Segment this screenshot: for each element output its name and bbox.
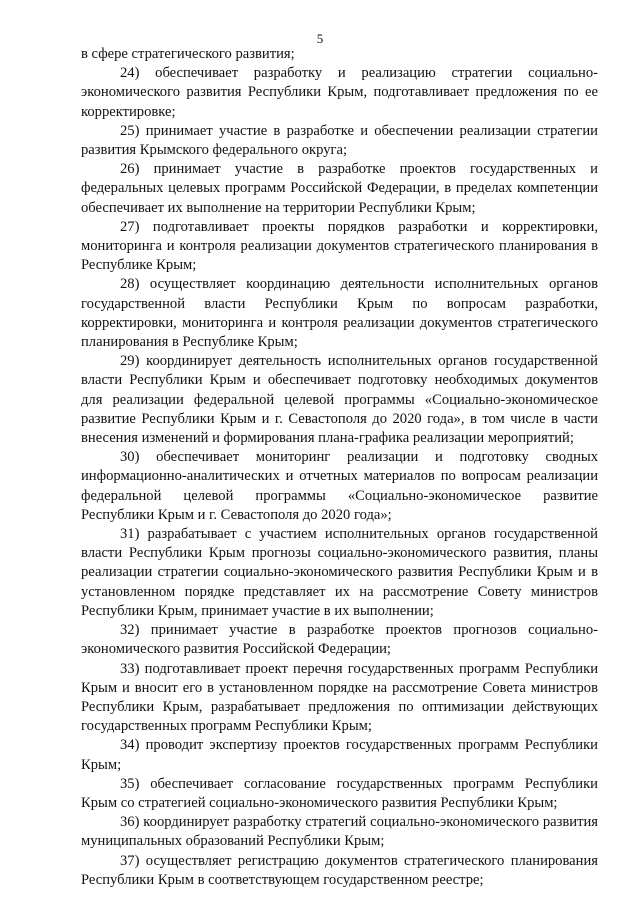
- paragraph-item-26: 26) принимает участие в разработке проектов государственных и федеральных целевых программ Российской Федерации, в пределах компетенции обеспечивает их выполнение на территории Республики Крым;: [81, 161, 598, 216]
- paragraph-item-32: 32) принимает участие в разработке проектов прогнозов социально-экономического развития Российской Федерации;: [81, 622, 598, 658]
- body-text: [81, 45, 598, 890]
- paragraph-item-35: 35) обеспечивает согласование государственных программ Республики Крым со стратегией социально-экономического развития Республики Крым;: [81, 775, 598, 811]
- paragraph-item-34: 34) проводит экспертизу проектов государственных программ Республики Крым;: [81, 737, 598, 773]
- page-number: 5: [316, 31, 324, 46]
- paragraph-item-36: 36) координирует разработку стратегий социально-экономического развития муниципальных образований Республики Крым;: [81, 814, 598, 850]
- paragraph-item-33: 33) подготавливает проект перечня государственных программ Республики Крым и вносит его в установленном порядке на рассмотрение Совета министров Республики Крым, разрабатывает предложения по оптимизации действующих государственных программ Республики Крым;: [81, 660, 598, 735]
- paragraph-item-28: 28) осуществляет координацию деятельности исполнительных органов государственной власти Республики Крым по вопросам разработки, корректировки, мониторинга и контроля реализации документов стратегического планирования в Республике Крым;: [81, 276, 598, 351]
- paragraph-item-30: 30) обеспечивает мониторинг реализации и подготовку сводных информационно-аналитических и отчетных материалов по вопросам реализации федеральной целевой программы «Социально-экономическое развитие Республики Крым и г. Севастополя до 2020 года»;: [81, 449, 598, 523]
- paragraph-item-24: 24) обеспечивает разработку и реализацию стратегии социально-экономического развития Республики Крым, подготавливает предложения по ее корректировке;: [81, 65, 598, 120]
- paragraph-item-31: 31) разрабатывает с участием исполнительных органов государственной власти Республики Крым прогнозы социально-экономического развития, планы реализации стратегии социально-экономического развития Республики Крым и в установленном порядке представляет их на рассмотрение Совету министров Республики Крым, принимает участие в их выполнении;: [81, 526, 598, 619]
- paragraph-continuation: в сфере стратегического развития;: [81, 46, 295, 62]
- paragraph-item-25: 25) принимает участие в разработке и обеспечении реализации стратегии развития Крымского федерального округа;: [81, 122, 598, 159]
- paragraph-item-27: 27) подготавливает проекты порядков разработки и корректировки, мониторинга и контроля реализации документов стратегического планирования в Республике Крым;: [81, 218, 598, 274]
- paragraph-item-37: 37) осуществляет регистрацию документов стратегического планирования Республики Крым в соответствующем государственном реестре;: [81, 852, 598, 888]
- paragraph-item-29: 29) координирует деятельность исполнительных органов государственной власти Республики Крым и обеспечивает подготовку необходимых документов для реализации федеральной целевой программы «Социально-экономическое развитие Республики Крым и г. Севастополя до 2020 года», в том числе в части внесения изменений и формирования плана-графика реализации мероприятий;: [81, 353, 598, 447]
